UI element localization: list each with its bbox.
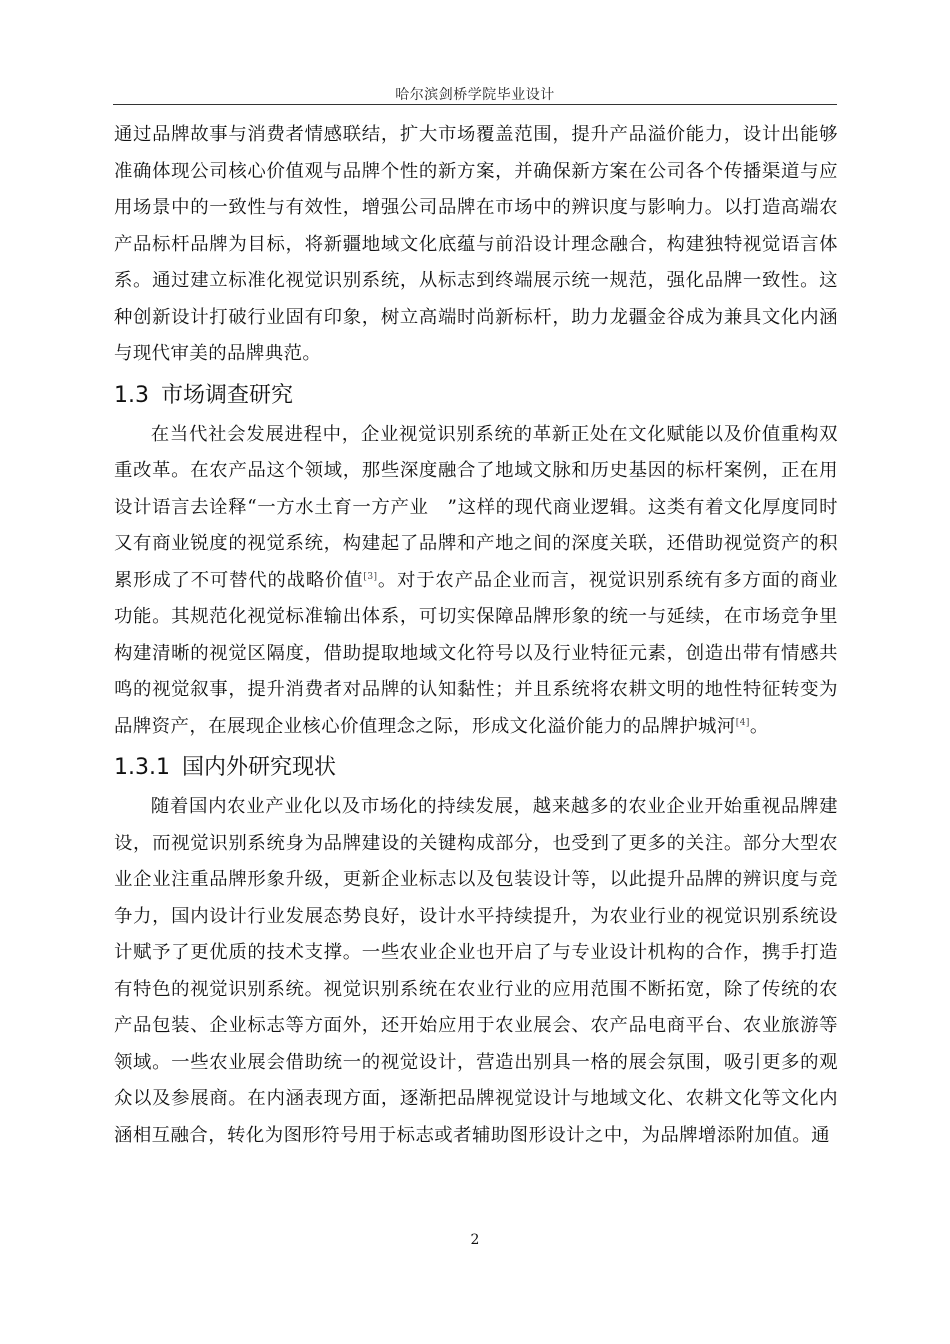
paragraph-text: 。对于农产品企业而言，视觉识别系统有多方面的商业 功能。其规范化视觉标准输出体系，可切实保障品牌形象的统一与延续，在市场竞争里 构建清晰的视觉区隔度，借助提取地域文化符号以及行业特征元素，创造出带有情感共 鸣的视觉叙事，提升消费者对品牌的认知黏性；并且系统将农耕文明的地性特征转变为 品牌资产，在展现企业核心价值理念之际，形成文化溢价能力的品牌护城河 (114, 569, 857, 737)
section-title: 国内外研究现状 (181, 755, 336, 780)
page-number: 2 (470, 1232, 480, 1248)
citation-ref[interactable]: [4] (735, 717, 750, 728)
paragraph-text: 。 (749, 715, 769, 737)
header-rule (113, 104, 837, 105)
section-heading-1-3 (114, 379, 838, 413)
running-header: 哈尔滨剑桥学院毕业设计 (395, 87, 555, 103)
citation-ref[interactable]: [3] (363, 571, 378, 582)
paragraph-domestic-research: 随着国内农业产业化以及市场化的持续发展，越来越多的农业企业开始重视品牌建设，而视觉识别系统身为品牌建设的关键构成部分，也受到了更多的关注。部分大型农业企业注重品牌形象升级，更新企业标志以及包装设计等，以此提升品牌的辨识度与竞争力，国内设计行业发展态势良好，设计水平持续提升，为农业行业的视觉识别系统设计赋予了更优质的技术支撑。一些农业企业也开启了与专业设计机构的合作，携手打造有特色的视觉识别系统。视觉识别系统在农业行业的应用范围不断拓宽，除了传统的农产品包装、企业标志等方面外，还开始应用于农业展会、农产品电商平台、农业旅游等领域。一些农业展会借助统一的视觉设计，营造出别具一格的展会氛围，吸引更多的观众以及参展商。在内涵表现方面，逐渐把品牌视觉设计与地域文化、农耕文化等文化内涵相互融合，转化为图形符号用于标志或者辅助图形设计之中，为品牌增添附加值。通 (114, 796, 838, 1146)
section-title: 市场调查研究 (161, 382, 294, 408)
section-heading-1-3-1 (114, 751, 838, 785)
section-number: 1.3 (114, 382, 149, 408)
body-text (114, 117, 857, 1154)
paragraph-market-research (114, 417, 857, 746)
section-number: 1.3.1 (114, 755, 170, 780)
paragraph-intro-continuation: 通过品牌故事与消费者情感联结，扩大市场覆盖范围，提升产品溢价能力，设计出能够准确体现公司核心价值观与品牌个性的新方案，并确保新方案在公司各个传播渠道与应用场景中的一致性与有效性，增强公司品牌在市场中的辨识度与影响力。以打造高端农产品标杆品牌为目标，将新疆地域文化底蕴与前沿设计理念融合，构建独特视觉语言体系。通过建立标准化视觉识别系统，从标志到终端展示统一规范，强化品牌一致性。这种创新设计打破行业固有印象，树立高端时尚新标杆，助力龙疆金谷成为兼具文化内涵与现代审美的品牌典范。 (114, 124, 838, 364)
paragraph-text: 在当代社会发展进程中，企业视觉识别系统的革新正处在文化赋能以及价值重构双重改革。在农产品这个领域，那些深度融合了地域文脉和历史基因的标杆案例，正在用设计语言去诠释“一方水土育一方产业 ”这样的现代商业逻辑。这类有着文化厚度同时 又有商业锐度的视觉系统，构建起了品牌和产地之间的深度关联，还借助视觉资产的积 累形成了不可替代的战略价值 (114, 423, 857, 591)
